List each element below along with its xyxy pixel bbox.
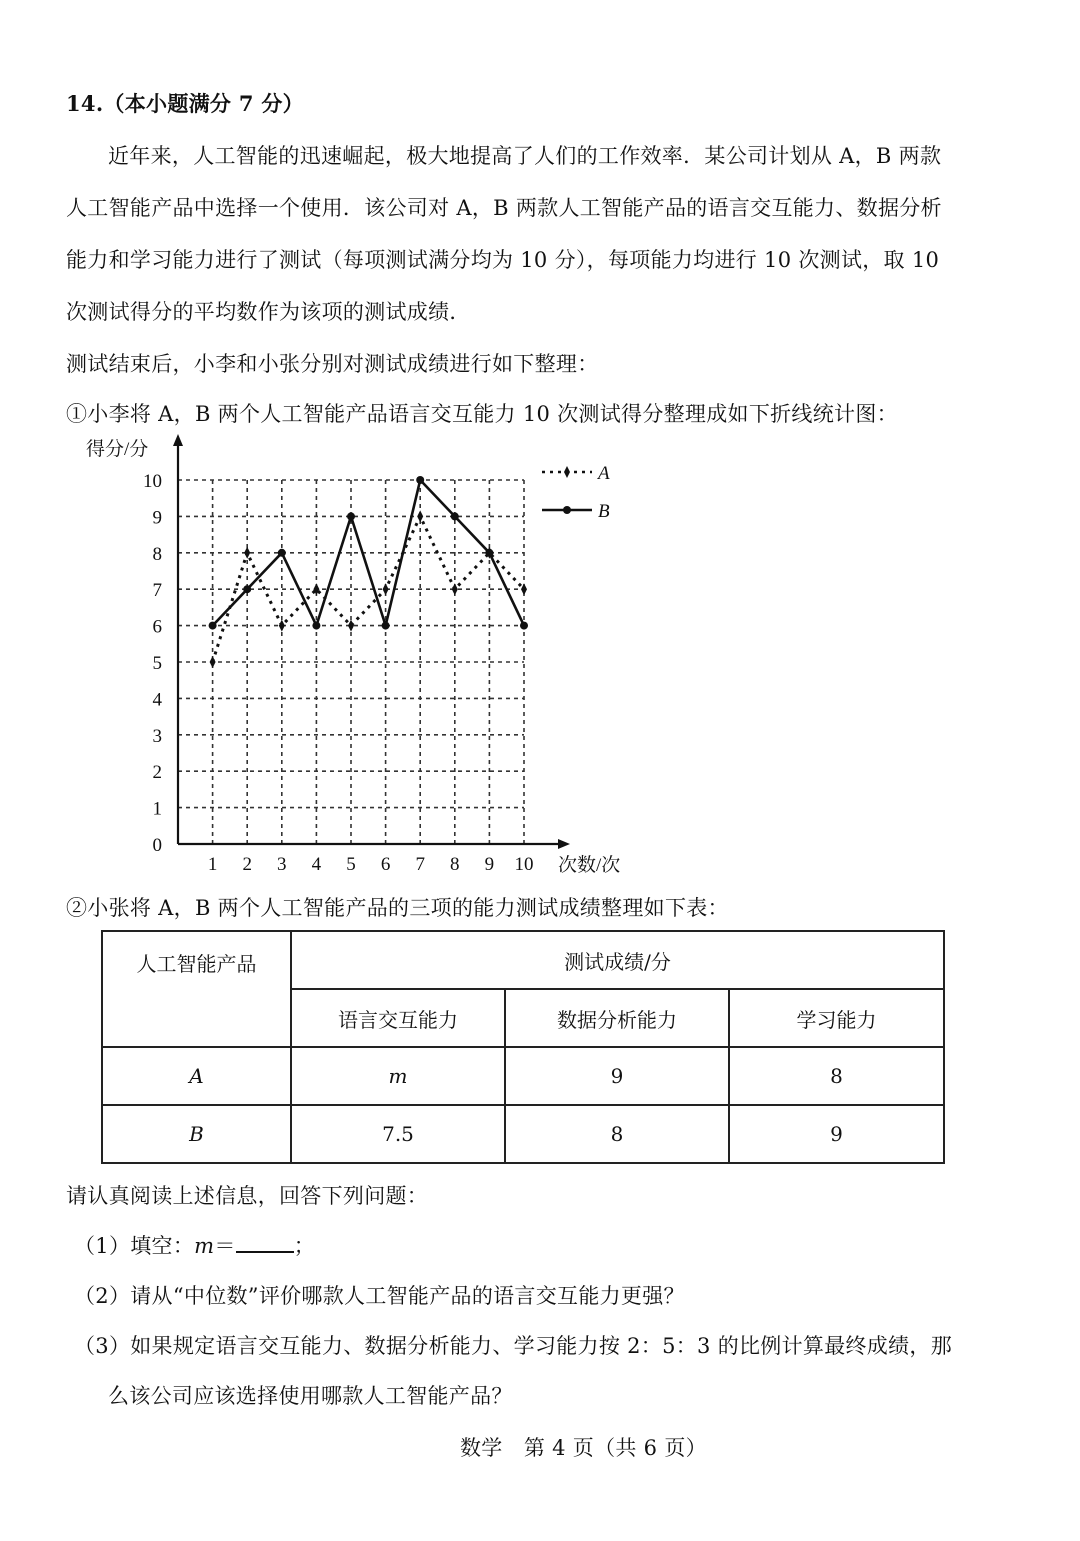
y-tick-label: 1 [152,798,162,820]
table-row [102,1047,944,1105]
score-header: 测试成绩/分 [291,931,944,989]
legend-label-b: B [598,501,610,522]
x-tick-label: 8 [450,854,460,875]
score-table [101,930,945,1164]
question-heading: 14.（本小题满分 7 分） [66,91,304,116]
intro-line-3: 能力和学习能力进行了测试（每项测试满分均为 10 分），每项能力均进行 10 次测试，取 10 [66,248,940,272]
line-chart [80,425,660,885]
series-a-point [452,583,458,595]
cell-a-language: m [291,1047,505,1105]
page-footer: 数学 第 4 页（共 6 页） [460,1436,707,1460]
x-axis-arrow [558,839,570,849]
chart-series [209,476,528,668]
cell-b-data: 8 [505,1105,729,1163]
col-header-learning: 学习能力 [729,989,944,1047]
row-product-b: B [102,1105,291,1163]
series-a-point [417,510,423,522]
y-tick-label: 8 [152,543,162,565]
table-row [102,1105,944,1163]
y-tick-label: 7 [152,580,162,602]
part1-text: ①小李将 A，B 两个人工智能产品语言交互能力 10 次测试得分整理成如下折线统计图： [66,402,898,426]
read-prompt: 请认真阅读上述信息，回答下列问题： [66,1184,429,1208]
y-tick-label: 2 [152,762,162,784]
y-tick-label: 9 [152,507,162,529]
x-tick-label: 1 [207,854,218,875]
part2-text: ②小张将 A，B 两个人工智能产品的三项的能力测试成绩整理如下表： [66,896,729,920]
series-b-point [347,512,355,520]
series-b-point [209,622,217,630]
x-tick-label: 2 [242,854,252,875]
series-b-point [451,512,459,520]
cell-b-learning: 9 [729,1105,944,1163]
product-header: 人工智能产品 [102,931,291,1047]
series-b-point [485,549,493,557]
y-tick-label: 4 [152,689,162,711]
question-3-line-2: 么该公司应该选择使用哪款人工智能产品？ [108,1384,513,1408]
intro-line-1: 近年来，人工智能的迅速崛起，极大地提高了人们的工作效率．某公司计划从 A，B 两款 [108,144,942,168]
answer-blank[interactable] [236,1233,294,1253]
series-b-point [312,622,320,630]
q1-suffix: ； [293,1234,316,1258]
series-a-point [279,620,285,632]
cell-b-language: 7.5 [291,1105,505,1163]
y-tick-label: 5 [152,653,162,674]
series-b-point [243,585,251,593]
x-tick-label: 7 [415,854,425,875]
question-1 [74,1230,315,1260]
y-tick-label: 6 [152,616,162,638]
chart-axes [173,434,570,849]
intro-line-2: 人工智能产品中选择一个使用．该公司对 A，B 两款人工智能产品的语言交互能力、数据分析 [66,196,942,220]
x-axis-label: 次数/次 [558,855,621,876]
question-2: （2）请从“中位数”评价哪款人工智能产品的语言交互能力更强？ [74,1284,685,1308]
legend-marker-a [564,466,570,478]
chart-legend [542,463,610,522]
y-tick-label: 0 [152,835,162,856]
cell-a-data: 9 [505,1047,729,1105]
y-tick-label: 3 [152,725,162,747]
series-b-point [278,549,286,557]
x-tick-label: 6 [380,854,391,875]
series-b-point [382,622,390,630]
q1-equals: ＝ [214,1234,236,1258]
y-axis-label: 得分/分 [86,439,149,460]
series-a-point [348,620,354,632]
question-3-line-1: （3）如果规定语言交互能力、数据分析能力、学习能力按 2：5：3 的比例计算最终成绩，那 [74,1334,952,1358]
series-b-point [520,622,528,630]
y-tick-label: 10 [143,471,162,492]
series-a-point [244,547,250,559]
series-b-point [416,476,424,484]
col-header-language: 语言交互能力 [291,989,505,1047]
x-tick-label: 9 [484,854,495,875]
x-tick-label: 10 [514,854,534,875]
legend-label-a: A [598,463,610,484]
chart-ticks [143,471,534,875]
x-tick-label: 4 [311,854,322,875]
x-tick-label: 5 [346,854,356,875]
intro-line-4: 次测试得分的平均数作为该项的测试成绩． [66,300,471,324]
series-a-point [383,583,389,595]
legend-marker-b [563,506,571,514]
col-header-data: 数据分析能力 [505,989,729,1047]
after-test-text: 测试结束后，小李和小张分别对测试成绩进行如下整理： [66,352,599,376]
q1-variable: m [194,1234,215,1258]
cell-a-learning: 8 [729,1047,944,1105]
row-product-a: A [102,1047,291,1105]
series-a-point [210,656,216,668]
q1-prefix: （1）填空： [74,1234,195,1258]
x-tick-label: 3 [277,854,287,875]
y-axis-arrow [173,434,183,446]
